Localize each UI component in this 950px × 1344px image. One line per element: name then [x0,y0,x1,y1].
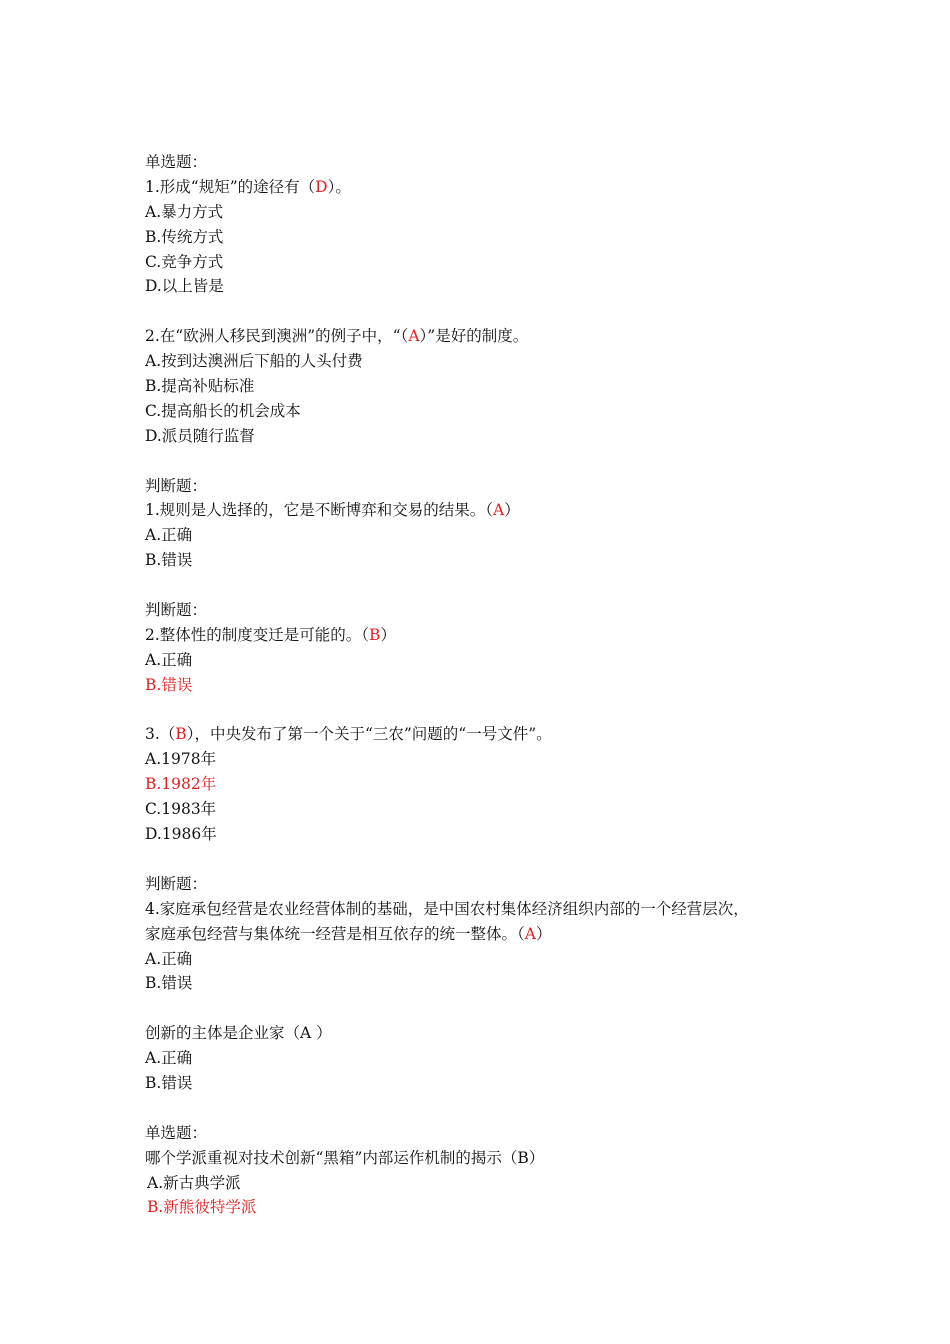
question-suffix: ）。 [327,177,351,196]
question-prefix: 1.形成“规矩”的途径有（ [145,177,316,196]
option-item: D.1986年 [145,825,217,844]
option-item: B.错误 [145,551,193,570]
section-heading: 判断题： [145,601,208,620]
question-text: 创新的主体是企业家（A ） [145,1024,332,1043]
option-item: A.暴力方式 [145,202,224,221]
section-heading: 判断题： [145,476,208,495]
option-item: A.正确 [145,650,193,669]
answer-mark: D [315,177,328,196]
question-text [145,324,850,349]
answer-mark: A [408,327,420,346]
answer-mark: B [175,725,187,744]
question-text: 哪个学派重视对技术创新“黑箱”内部运作机制的揭示（B） [145,1148,545,1167]
option-item: A.1978年 [145,750,217,769]
question-prefix: 2.在“欧洲人移民到澳洲”的例子中，“（ [145,327,409,346]
option-item: B.提高补贴标准 [145,377,255,396]
question-prefix: 3.（ [145,725,176,744]
section-heading: 单选题： [145,1123,208,1142]
spacer [145,847,850,872]
spacer [145,449,850,474]
question-suffix: ） [535,924,552,943]
question-suffix: ）”是好的制度。 [419,327,529,346]
option-item: A.正确 [145,949,193,968]
question-text [145,623,850,648]
question-suffix: ），中央发布了第一个关于“三农”问题的“一号文件”。 [186,725,552,744]
question-prefix: 家庭承包经营与集体统一经营是相互依存的统一整体。（ [145,924,525,943]
question-text [145,922,850,947]
option-item-highlighted: B.错误 [145,675,193,694]
section-heading: 单选题： [145,153,208,171]
option-item: C.提高船长的机会成本 [145,401,301,420]
option-item: D.派员随行监督 [145,426,255,445]
option-item: C.1983年 [145,800,217,819]
question-text [145,498,850,523]
spacer [145,996,850,1021]
spacer [145,573,850,598]
option-item: D.以上皆是 [145,277,224,296]
answer-mark: B [369,625,381,644]
option-item: B.错误 [145,974,193,993]
option-item-highlighted: B.1982年 [145,775,217,794]
option-item: B.传统方式 [145,227,224,246]
question-text [145,722,850,747]
option-item: B.错误 [145,1073,193,1092]
option-item: A.按到达澳洲后下船的人头付费 [145,352,363,371]
option-item: A.正确 [145,526,193,545]
answer-mark: A [524,924,536,943]
question-suffix: ） [504,501,520,520]
question-prefix: 1.规则是人选择的，它是不断博弈和交易的结果。（ [145,501,494,520]
answer-mark: A [493,501,505,520]
spacer [145,299,850,324]
spacer [145,1096,850,1121]
option-item: C.竞争方式 [145,252,224,271]
question-suffix: ） [380,625,396,644]
question-prefix: 2.整体性的制度变迁是可能的。（ [145,625,370,644]
option-item: A.新古典学派 [147,1173,241,1192]
question-text [145,175,850,200]
option-item-highlighted: B.新熊彼特学派 [147,1198,257,1217]
section-heading: 判断题： [145,874,208,893]
question-text-line1: 4.家庭承包经营是农业经营体制的基础，是中国农村集体经济组织内部的一个经营层次， [145,899,749,918]
option-item: A.正确 [145,1049,193,1068]
spacer [145,698,850,723]
